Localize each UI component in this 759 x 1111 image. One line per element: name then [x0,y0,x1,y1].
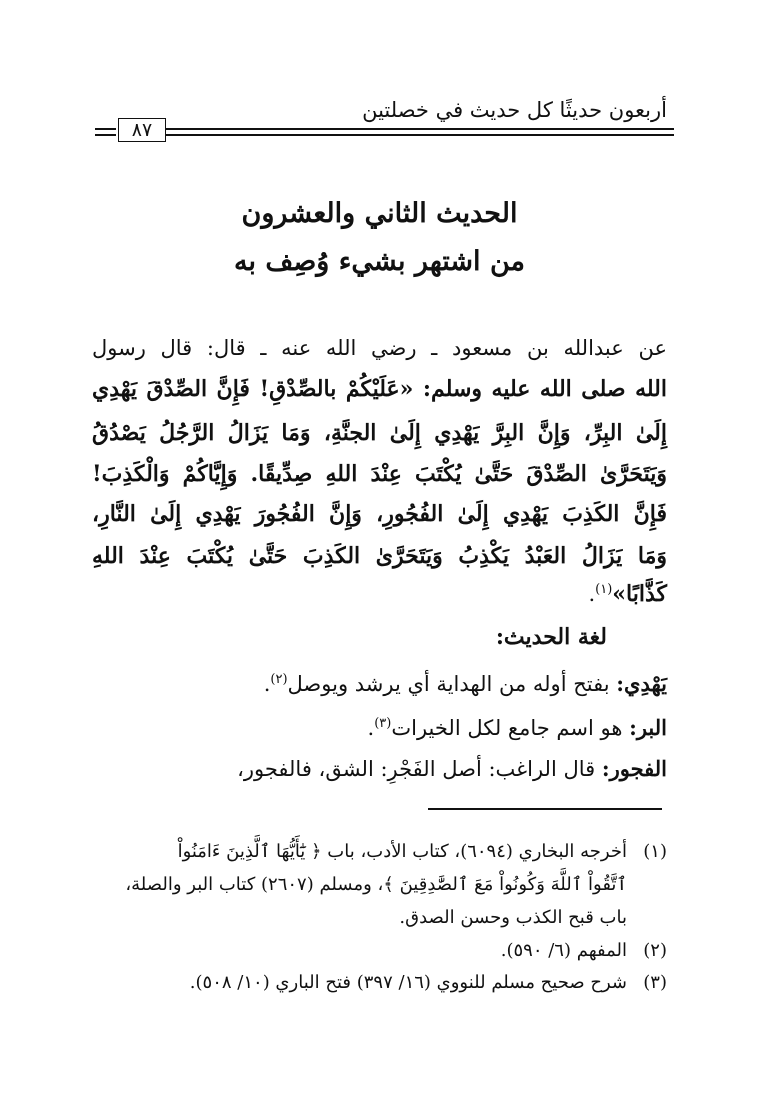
header-rule [166,128,674,130]
footnote-ref: (٢) [270,672,288,687]
footnote-separator [428,808,662,810]
footnote-text: أخرجه البخاري (٦٠٩٤)، كتاب الأدب، باب ﴿ يَٰٓأَيُّهَا ٱلَّذِينَ ءَامَنُواْ [177,841,627,862]
footnote-text: شرح صحيح مسلم للنووي (١٦/ ٣٩٧) فتح الباري (١٠/ ٥٠٨). [189,972,627,993]
running-title: أربعون حديثًا كل حديث في خصلتين [362,98,667,122]
vocab-term: الفجور: [601,756,667,781]
footnote [92,841,667,862]
hadith-line-end: كَذَّابًا» [612,581,667,607]
header-rule [95,128,116,130]
vocab-term: يَهْدِي: [616,671,667,696]
footnote-text: المفهم (٦/ ٥٩٠). [500,940,627,961]
footnote-number: (٣) [643,972,667,993]
section-heading: لغة الحديث: [495,624,607,650]
hadith-line [92,581,667,607]
footnote-ref: (١) [595,582,613,597]
footnote-number: (١) [643,841,667,862]
page-number: ٨٧ [118,118,166,142]
chapter-subtitle: من اشتهر بشيء وُصِف به [234,246,525,277]
vocab-entry [237,756,667,781]
header-rule [166,134,674,136]
vocab-entry [368,715,667,740]
vocab-term: البر: [629,715,667,740]
period: . [367,716,375,740]
hadith-line: فَإِنَّ الكَذِبَ يَهْدِي إِلَىٰ الفُجُورِ، وَإِنَّ الفُجُورَ يَهْدِي إِلَىٰ النَّارِ، [92,501,667,527]
footnote-number: (٢) [643,940,667,961]
hadith-line: إِلَىٰ البِرِّ، وَإِنَّ البِرَّ يَهْدِي إِلَىٰ الجنَّةِ، وَمَا يَزَالُ الرَّجُلُ يَصْدُقُ [92,420,667,446]
vocab-definition: بفتح أوله من الهداية أي يرشد ويوصل [287,672,617,696]
footnote-continuation: ٱتَّقُواْ ٱللَّهَ وَكُونُواْ مَعَ ٱلصَّٰدِقِينَ ﴾، ومسلم (٢٦٠٧) كتاب البر والصلة، [125,874,627,895]
period: . [588,582,596,606]
footnote-ref: (٣) [374,716,392,731]
vocab-entry [264,671,667,696]
vocab-definition: قال الراغب: أصل الفَجْرِ: الشق، فالفجور، [237,757,602,781]
period: . [263,672,271,696]
header-rule [95,134,116,136]
hadith-line: وَيَتَحَرَّىٰ الصِّدْقَ حَتَّىٰ يُكْتَبَ عِنْدَ اللهِ صِدِّيقًا. وَإِيَّاكُمْ وَالْكَذِبَ! [92,461,667,487]
vocab-definition: هو اسم جامع لكل الخيرات [391,716,630,740]
footnote-continuation: باب قبح الكذب وحسن الصدق. [399,907,627,928]
hadith-line: عن عبدالله بن مسعود ـ رضي الله عنه ـ قال: قال رسول [92,336,667,360]
hadith-line: الله صلى الله عليه وسلم: «عَلَيْكُمْ بالصِّدْقِ! فَإِنَّ الصِّدْقَ يَهْدِي [92,376,667,402]
chapter-title: الحديث الثاني والعشرون [241,198,518,229]
hadith-line: وَمَا يَزَالُ العَبْدُ يَكْذِبُ وَيَتَحَرَّىٰ الكَذِبَ حَتَّىٰ يُكْتَبَ عِنْدَ اللهِ [92,543,667,569]
footnote [92,972,667,993]
footnote [92,940,667,961]
